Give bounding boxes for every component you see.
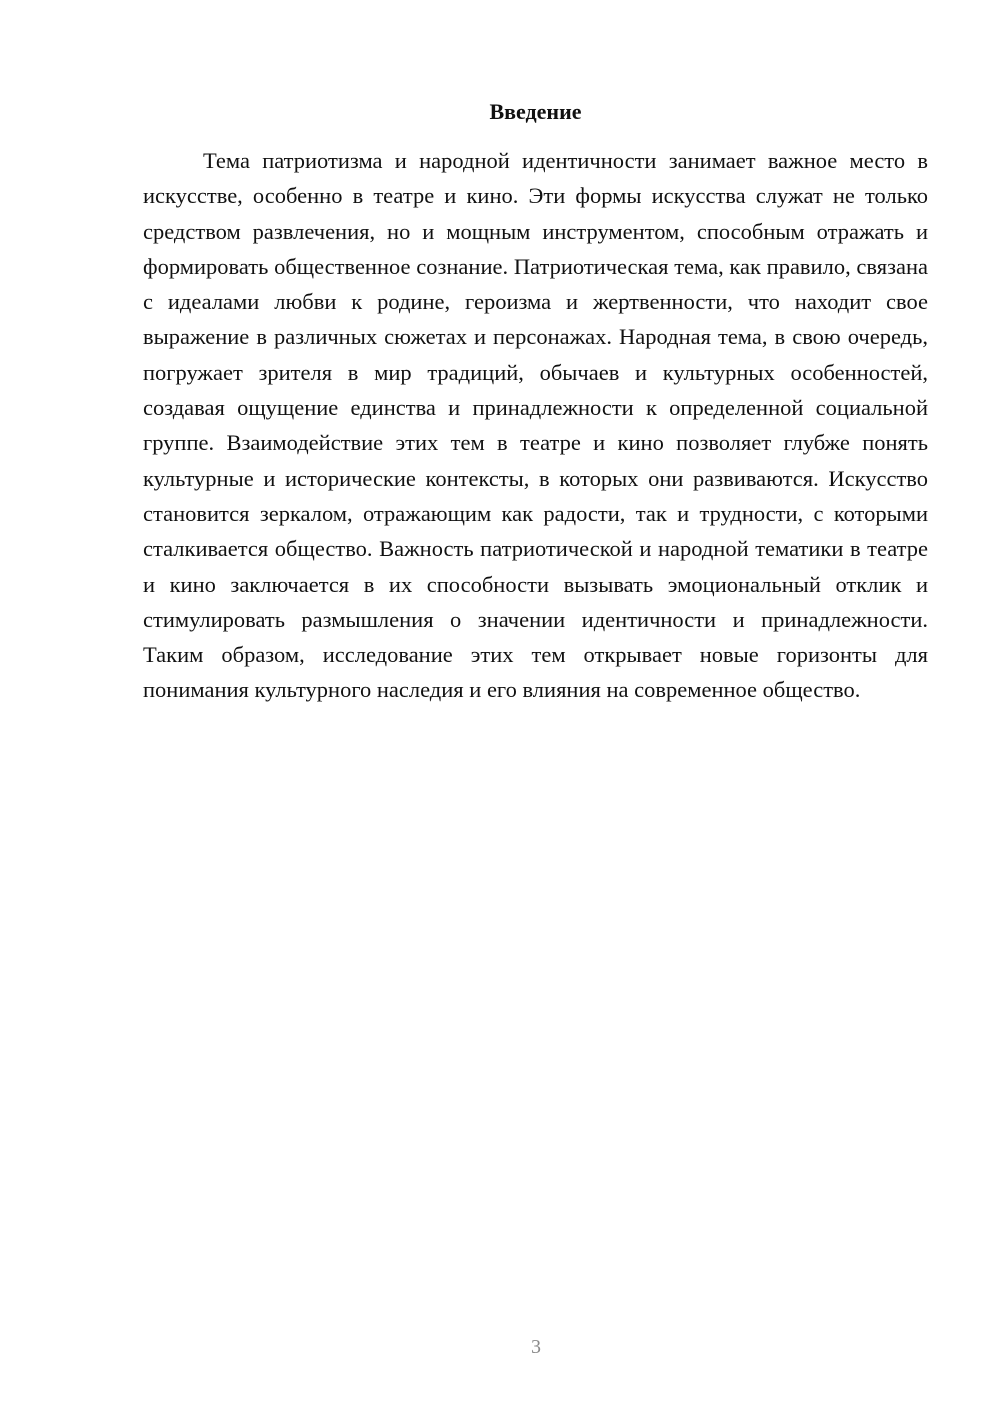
body-paragraph: Тема патриотизма и народной идентичности занимает важное место в искусстве, особенно в театре и кино. Эти формы искусства служат не только средством развлечения, но и мощным инструментом, способным отражать и формировать общественное сознание. Патриотическая тема, как правило, связана с идеалами любви к родине, героизма и жертвенности, что находит свое выражение в различных сюжетах и персонажах. Народная тема, в свою очередь, погружает зрителя в мир традиций, обычаев и культурных особенностей, создавая ощущение единства и принадлежности к определенной социальной группе. Взаимодействие этих тем в театре и кино позволяет глубже понять культурные и исторические контексты, в которых они развиваются. Искусство становится зеркалом, отражающим как радости, так и трудности, с которыми сталкивается общество. Важность патриотической и народной тематики в театре и кино заключается в их способности вызывать эмоциональный отклик и стимулировать размышления о значении идентичности и принадлежности. Таким образом, исследование этих тем открывает новые горизонты для понимания культурного наследия и его влияния на современное общество. [143,148,928,703]
section-heading: Введение [489,99,582,124]
page-number: 3 [531,1336,541,1358]
